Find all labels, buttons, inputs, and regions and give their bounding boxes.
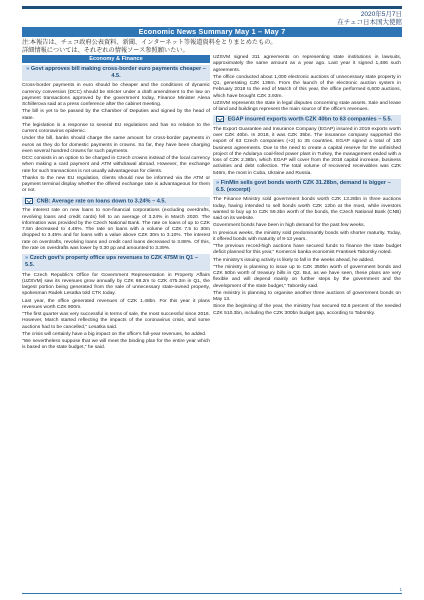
paragraph: The ministry is planning to organise another three auctions of government bonds on May 13. xyxy=(213,290,401,303)
disclaimer-note xyxy=(22,39,402,54)
paragraph: UZSVM signed 311 agreements on representing state institutions in lawsuits, approximately the same amount as a year ago. Last year it signed 1,486 such agreements. xyxy=(213,55,401,73)
paragraph: "We nevertheless suppose that we will meet the binding plan for the entire year which is based on the state budget," he said. xyxy=(22,339,210,351)
paragraph: Thanks to the new EU regulation, clients should now be informed via the ATM or payment terminal display whether the offered exchange rate is advantageous for them or not. xyxy=(22,175,210,194)
embassy-line: 在チェコ日本国大使館 xyxy=(337,19,402,26)
paragraph: "The previous record-high auctions have secured funds to finance the state budget deficit planned for this year," Komercni banka economist Frantisek Taborsky noted. xyxy=(213,244,401,256)
chevron-right-icon: » xyxy=(25,255,29,262)
paragraph: Last year, the office generated revenues of CZK 1.48bn. For this year it plans revenues worth CZK 900m. xyxy=(22,298,210,310)
paragraph: In previous weeks, the ministry sold predominantly bonds with shorter maturity. Today, it offered bonds with maturity of 8-13 years. xyxy=(213,230,401,242)
note-line-1: 注:本報告は、チェコ政府公表資料、新聞、インターネット等報道資料をとりまとめたもの。 xyxy=(22,39,277,46)
paragraph: The office conducted about 1,000 electronic auctions of unnecessary state property in Q1, generating CZK 138m. From the launch of the electronic auction system in February 2018 to the end of March of this year, the office performed 6,600 auctions, which have brought CZK 3.93m. xyxy=(213,74,401,99)
date-block xyxy=(337,11,402,27)
paragraph: The crisis will certainly have a big impact on the office's full-year revenues, he added. xyxy=(22,331,207,337)
section-label: Economy & Finance xyxy=(22,55,210,63)
bottom-rule xyxy=(22,593,402,594)
paragraph: The Export Guarantee and Insurance Company (EGAP) insured in 2019 exports worth over CZK 40bn. In 2018, it was CZK 35bn. The insurance company supported the export of 63 Czech companies (+2) to 35 countries. EGAP signed a total of 140 business agreements. Due to the need to create a capital reserve for the unfinished project of the Adularya coal-fired power plant in Turkey, the management ended with a loss of CZK 2.38bn, which EGAP will cover from the 2018 capital increase, business activities and debt collection. The total volume of recovered receivables was CZK 546m, the most in Cuba, Ukraine and Russia. xyxy=(213,126,401,176)
paragraph: UZSVM represents the state in legal disputes concerning state assets. Sale and lease of land and buildings represent the main source of the office's revenues. xyxy=(213,100,401,112)
paragraph: The legislation is a response to several EU regulations and has no relation to the current coronavirus epidemic. xyxy=(22,122,210,135)
article-heading xyxy=(213,179,401,195)
paragraph: Cross-border payments in euro should be cheaper and the conditions of dynamic currency conversion (DCC) should be stricter under a draft amendment to the law on payment transactions approved by the government today, Finance Minister Alena Schillerova said at a press conference after the cabinet meeting. xyxy=(22,83,210,108)
right-column xyxy=(213,55,401,318)
page-number: 1 xyxy=(399,587,402,592)
page-title: Economic News Summary May 1 – May 7 xyxy=(22,27,402,37)
article-body xyxy=(213,127,401,177)
paragraph: "The first quarter was very successful in terms of sale, the most successful since 2016. However, March started reflecting the impacts of the coronavirus crisis, and some auctions had to be cancelled," Lesatka said. xyxy=(22,312,210,330)
article-heading xyxy=(22,254,210,270)
paragraph: Under the bill, banks should charge the same amount for cross-border payments in euros as they do for domestic payments in crowns. So far, they have been charging even several hundred crowns for such payments. xyxy=(22,136,210,154)
article-body xyxy=(22,273,210,352)
article-heading xyxy=(22,197,210,207)
paragraph: The Finance Ministry sold government bonds worth CZK 13.28bn in three auctions today, having intended to sell bonds worth CZK 12bn at the most, while investors wanted to buy up to CZK 59.3bn worth of the bonds, the Czech National Bank (CNB) said on its website. xyxy=(213,197,401,222)
mail-icon xyxy=(216,116,224,122)
paragraph: The bill is yet to be passed by the Chamber of Deputies and signed by the head of state. xyxy=(22,109,210,121)
paragraph: Government bonds have been in high demand for the past few weeks. xyxy=(213,223,365,229)
paragraph: The Czech Republic's Office for Government Representation in Property Affairs (UZSVM) saw its revenues grow annually by CZK 68.2m to CZK 475.3m in Q1, the largest portion being generated from the sale of unnecessary state-owned property, spokesman Radek Lesatka told CTK today. xyxy=(22,272,210,297)
article-body xyxy=(213,197,401,317)
date-line: 2020年5月7日 xyxy=(360,11,402,18)
heading-text: FinMin sells govt bonds worth CZK 31.28bn, demand is bigger – 6.5. (excerpt) xyxy=(216,179,391,194)
chevron-right-icon: » xyxy=(216,179,220,186)
paragraph: The ministry's issuing activity is likely to fall in the weeks ahead, he added. xyxy=(213,257,375,263)
heading-text: Govt approves bill making cross-border euro payments cheaper – 4.5. xyxy=(30,66,206,80)
heading-text: CNB: Average rate on loans down to 3.24% – 4.5. xyxy=(36,198,167,205)
left-column xyxy=(22,55,210,353)
top-rule xyxy=(22,6,402,9)
paragraph: Since the beginning of the year, the ministry has secured 92.6 percent of the needed CZK 510.3bn, including the CZK 300bn budget gap, according to Taborsky. xyxy=(213,304,401,316)
mail-icon xyxy=(25,198,33,204)
note-line-2: 詳細情報については、それぞれの情報ソース参照願いたい。 xyxy=(22,46,189,54)
article-body xyxy=(22,208,210,252)
heading-text: Czech govt's property office ups revenues to CZK 475M in Q1 – 5.5. xyxy=(25,255,198,269)
chevron-right-icon: » xyxy=(26,66,30,72)
article-heading xyxy=(213,115,401,125)
article-heading xyxy=(22,65,210,81)
article-body xyxy=(213,55,401,113)
paragraph: "The ministry is planning to issue up to CZK 350bn worth of government bonds and CZK 50bn worth of treasury bills in Q2. But, as we have seen, these plans are very flexible and will depend mainly on further steps by the government and the development of the state budget," Taborsky said. xyxy=(213,264,401,289)
paragraph: The interest rate on new loans to non-financial corporations (excluding overdrafts, revolving loans and credit cards) fell to an average of 3.24% in March 2020. The information was provided by the Czech National Bank. The rate on loans of up to CZK 7.5m decreased to 4.48%. The rate on loans with a volume of CZK 7.5 to 30m dropped to 3.45% and for loans with a value above CZK 30m to 3.10%. The interest rate on overdrafts, revolving loans and credit card loans decreased to 3.88%. Of this, the rate on overdrafts was lower by 0.30 pp and amounted to 3.39%. xyxy=(22,208,210,251)
article-body xyxy=(22,83,210,194)
heading-text: EGAP insured exports worth CZK 40bn to 63 companies – 5.5. xyxy=(227,116,393,123)
paragraph: DCC consists in an option to be charged in Czech crowns instead of the local currency when making a card payment and ATM withdrawal abroad. However, the exchange rate for such transactions is not usually advantageous for clients. xyxy=(22,156,210,174)
